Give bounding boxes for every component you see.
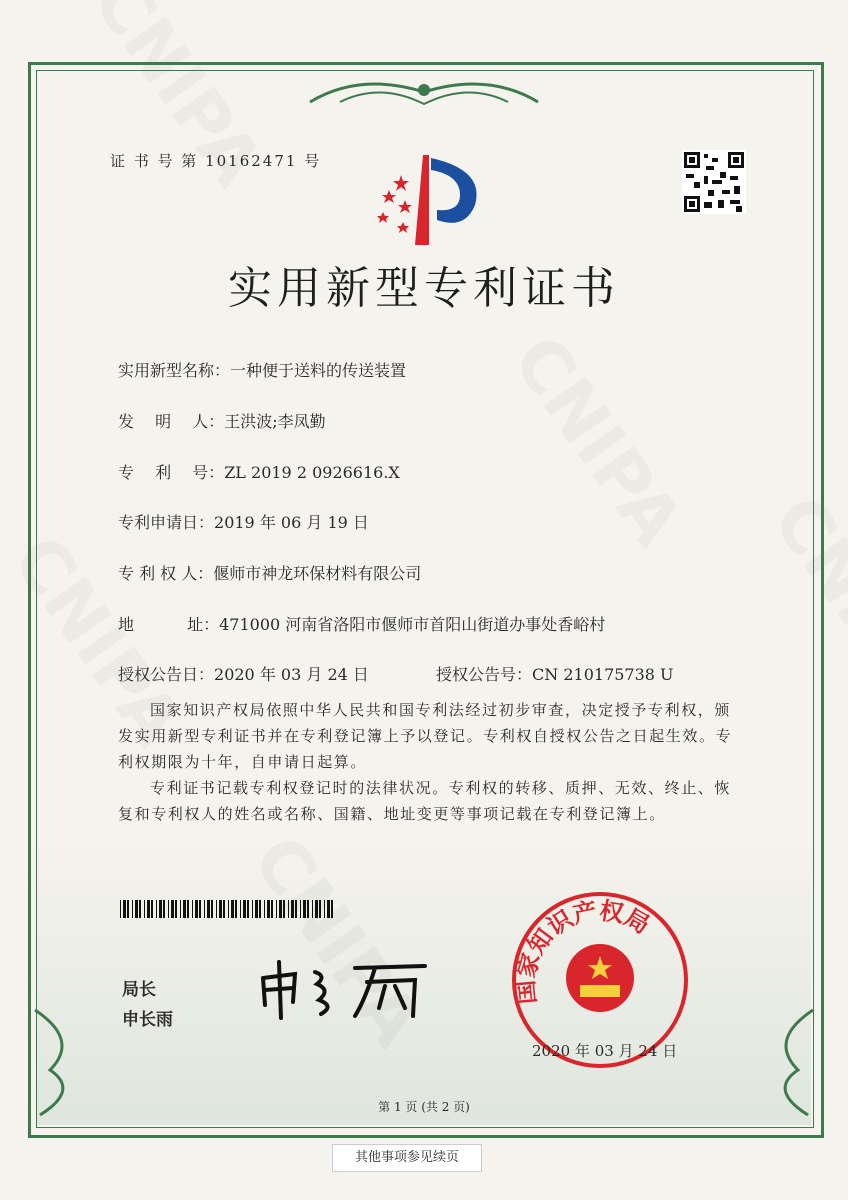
barcode-bar [195,900,198,918]
barcode-bar [228,900,229,918]
barcode-bar [276,900,277,918]
barcode-bar [327,900,330,918]
barcode-bar [132,900,133,918]
barcode-bar [192,900,193,918]
director-name: 申长雨 [122,1010,173,1030]
director-signature [255,960,435,1020]
certificate-number: 证 书 号 第 10162471 号 [110,152,322,170]
barcode-bar [231,900,234,918]
certificate-title: 实用新型专利证书 [228,263,620,314]
barcode-bar [223,900,225,918]
cnipa-logo-icon [365,150,490,250]
barcode-bar [252,900,253,918]
barcode-bar [271,900,273,918]
barcode-bar [255,900,258,918]
barcode-bar [159,900,162,918]
top-ornament-icon [300,72,548,112]
barcode-bar [267,900,270,918]
barcode-bar [151,900,153,918]
barcode-bar [144,900,145,918]
field-patentee: 专 利 权 人：偃师市神龙环保材料有限公司 [118,564,422,583]
barcode-bar [183,900,186,918]
statement-paragraph: 国家知识产权局依照中华人民共和国专利法经过初步审查，决定授予专利权，颁发实用新型专利证书并在专利登记簿上予以登记。专利权自授权公告之日起生效。专利权期限为十年，自申请日起算。 [118,701,733,771]
director-title: 局长 [122,980,156,1000]
barcode-bar [295,900,297,918]
barcode-bar [247,900,249,918]
seal-text: 国家知识产权局 [511,896,655,1006]
barcode-bar [264,900,265,918]
barcode-bar [211,900,213,918]
barcode-bar [147,900,150,918]
field-application-date: 专利申请日：2019 年 06 月 19 日 [118,513,369,532]
field-grant-date: 授权公告日：2020 年 03 月 24 日 [118,665,369,684]
barcode-bar [288,900,289,918]
barcode-bar [120,900,121,918]
barcode-bar [259,900,261,918]
barcode-bar [235,900,237,918]
barcode-bar [123,900,126,918]
barcode-bar [331,900,333,918]
barcode-bar [216,900,217,918]
barcode-bar [312,900,313,918]
barcode-bar [180,900,181,918]
qr-code[interactable] [682,150,746,214]
barcode-bar [319,900,321,918]
field-grant-number: 授权公告号：CN 210175738 U [436,665,674,684]
barcode-bar [175,900,177,918]
barcode [120,900,336,918]
barcode-bar [135,900,138,918]
barcode-bar [204,900,205,918]
field-inventors: 发 明 人：王洪波;李凤勤 [118,412,326,431]
see-continuation-label: 其他事项参见续页 [332,1144,482,1172]
barcode-bar [307,900,309,918]
barcode-bar [324,900,325,918]
field-address: 地 址：471000 河南省洛阳市偃师市首阳山街道办事处香峪村 [118,615,606,634]
field-utility-model-name: 实用新型名称：一种便于送料的传送装置 [118,361,407,380]
barcode-bar [187,900,189,918]
barcode-bar [291,900,294,918]
barcode-bar [219,900,222,918]
barcode-bar [243,900,246,918]
barcode-bar [303,900,306,918]
seal-date: 2020 年 03 月 24 日 [532,1042,678,1060]
barcode-bar [127,900,129,918]
barcode-bar [300,900,301,918]
statement-paragraph: 专利证书记载专利权登记时的法律状况。专利权的转移、质押、无效、终止、恢复和专利权人的姓名或名称、国籍、地址变更等事项记载在专利登记簿上。 [118,779,732,823]
barcode-bar [240,900,241,918]
page-number: 第 1 页 (共 2 页) [378,1100,470,1114]
barcode-bar [139,900,141,918]
barcode-bar [207,900,210,918]
field-patent-number: 专 利 号：ZL 2019 2 0926616.X [118,463,400,482]
barcode-bar [168,900,169,918]
barcode-bar [279,900,282,918]
barcode-bar [315,900,318,918]
barcode-bar [163,900,165,918]
barcode-bar [283,900,285,918]
barcode-bar [156,900,157,918]
barcode-bar [171,900,174,918]
barcode-bar [199,900,201,918]
